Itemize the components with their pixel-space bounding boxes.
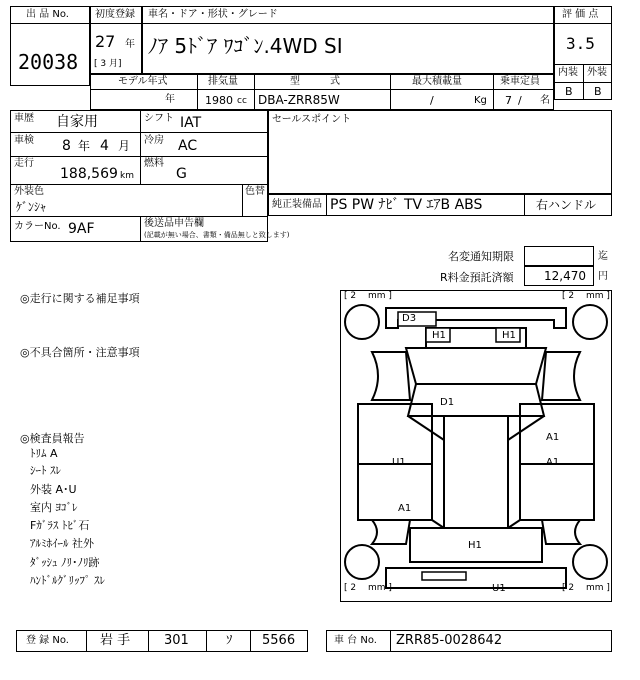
model-code: DBA-ZRR85W xyxy=(258,93,340,107)
damage-mark-d1: D1 xyxy=(440,397,455,408)
capacity-label: 乗車定員 xyxy=(500,76,540,87)
mileage-unit: km xyxy=(120,171,134,181)
capacity-unit: 名 xyxy=(540,95,550,106)
mileage-label: 走行 xyxy=(14,158,34,169)
damage-mark-h1-rear: H1 xyxy=(468,540,482,551)
hood xyxy=(406,348,546,384)
rear-quarter-left xyxy=(372,520,410,544)
fuel-label: 燃料 xyxy=(144,158,164,169)
inspector-line: ﾄﾘﾑ A xyxy=(30,447,58,460)
damage-mark-u1-left: U1 xyxy=(392,457,406,468)
front-door-left xyxy=(358,404,432,464)
color-number-label: カラーNo. xyxy=(14,221,61,232)
rear-quarter-right xyxy=(542,520,580,544)
inspection-label: 車検 xyxy=(14,135,34,146)
rear-door-right xyxy=(520,464,594,520)
color-label: 外装色 xyxy=(14,186,44,197)
damage-mark-u1-rear: U1 xyxy=(492,583,506,594)
rear-bumper xyxy=(386,568,566,588)
capacity-slash: / xyxy=(518,94,522,107)
inspection-month: 4 xyxy=(100,138,109,154)
steering: 右ハンドル xyxy=(536,198,597,212)
name-change-deadline-unit: 迄 xyxy=(598,251,608,262)
front-fender-left xyxy=(372,352,410,400)
name-change-deadline-box xyxy=(524,246,594,266)
repaint-label: 色替 xyxy=(245,186,265,197)
tire-rear-left xyxy=(345,545,379,579)
tire-front-left xyxy=(345,305,379,339)
max-load-label: 最大積載量 xyxy=(412,76,462,87)
name-change-deadline-label: 名変通知期限 xyxy=(448,250,514,263)
exterior-grade: B xyxy=(594,85,602,98)
color-number: 9AF xyxy=(68,221,95,237)
roof xyxy=(444,416,508,528)
defect-notes-label: ◎不具合箇所・注意事項 xyxy=(20,346,140,359)
equipment: PS PW ﾅﾋﾞ TV ｴｱB ABS xyxy=(330,197,483,213)
front-fender-right xyxy=(542,352,580,400)
shift-label: シフト xyxy=(144,113,174,124)
damage-mark-h1-right: H1 xyxy=(502,330,516,341)
color: ｹﾞﾝｼｬ xyxy=(16,200,47,214)
rating-value: 3.5 xyxy=(566,34,595,53)
shift: IAT xyxy=(180,115,202,131)
damage-mark-h1-left: H1 xyxy=(432,330,446,341)
ac-label: 冷房 xyxy=(144,135,164,146)
history-label: 車歴 xyxy=(14,113,34,124)
fuel: G xyxy=(176,166,187,182)
first-registration-label: 初度登録 xyxy=(95,9,135,20)
rear-door-left xyxy=(358,464,432,520)
model-year-label: モデル年式 xyxy=(118,76,168,87)
damage-mark-a1-right-lower: A1 xyxy=(546,457,560,468)
first-registration-year: 27 xyxy=(95,32,116,51)
inspector-line: ﾀﾞｯｼｭ ﾉﾘ･ﾉﾘ跡 xyxy=(30,556,100,569)
max-load-unit: Kg xyxy=(474,95,487,106)
chassis-label: 車 台 No. xyxy=(334,635,377,646)
model-code-label: 型 式 xyxy=(290,76,340,87)
interior-grade-label: 内装 xyxy=(558,67,578,78)
max-load-slash: / xyxy=(430,94,434,107)
inspector-line: ﾊﾝﾄﾞﾙｸﾞﾘｯﾌﾟ ｽﾚ xyxy=(30,574,105,587)
car-name: ﾉｱ 5ﾄﾞｱ ﾜｺﾞﾝ.4WD SI xyxy=(148,34,343,58)
history: 自家用 xyxy=(56,114,98,130)
inspection-year: 8 xyxy=(62,138,71,154)
sales-point-label: セールスポイント xyxy=(272,114,352,125)
damage-mark-d3: D3 xyxy=(402,313,417,324)
windshield xyxy=(408,384,544,416)
inspection-month-unit: 月 xyxy=(118,139,131,153)
driving-notes-label: ◎走行に関する補足事項 xyxy=(20,292,140,305)
displacement-unit: cc xyxy=(237,96,247,106)
recycle-fee-unit: 円 xyxy=(598,271,608,282)
displacement: 1980 xyxy=(205,94,233,107)
inspector-line: Fｶﾞﾗｽ ﾄﾋﾞ石 xyxy=(30,519,90,532)
mileage: 188,569 xyxy=(60,166,118,182)
recycle-fee-amount: 12,470 xyxy=(544,269,586,283)
car-outline-diagram xyxy=(340,290,612,602)
aftermarket-note: (記載が無い場合、書類・備品無しと致します) xyxy=(144,231,290,239)
tire-rear-right xyxy=(573,545,607,579)
inspector-line: ｱﾙﾐﾎｲｰﾙ 社外 xyxy=(30,537,94,550)
displacement-label: 排気量 xyxy=(208,76,238,87)
registration-kana: ｿ xyxy=(226,633,233,648)
tire-front-right xyxy=(573,305,607,339)
tire-depth-rear-right: [ 2 mm ] xyxy=(562,583,610,593)
equipment-label: 純正装備品 xyxy=(272,199,322,210)
capacity: 7 xyxy=(505,94,512,107)
first-registration-year-unit: 年 xyxy=(125,39,135,50)
interior-grade: B xyxy=(565,85,573,98)
damage-mark-a1-right-upper: A1 xyxy=(546,432,560,443)
lot-number: 20038 xyxy=(18,50,79,74)
registration-class: 301 xyxy=(164,633,189,648)
damage-mark-a1-left: A1 xyxy=(398,503,412,514)
inspector-line: ｼｰﾄ ｽﾚ xyxy=(30,464,61,477)
inspector-report-label: ◎検査員報告 xyxy=(20,432,85,445)
model-year-unit: 年 xyxy=(165,94,175,105)
car-name-label: 車名・ドア・形状・グレード xyxy=(148,9,278,20)
first-registration-month: [ 3 月] xyxy=(94,59,122,69)
inspection-year-unit: 年 xyxy=(78,139,91,153)
recycle-fee-label: R料金預託済額 xyxy=(440,271,514,284)
tire-depth-rear-left: [ 2 mm ] xyxy=(344,583,392,593)
lot-number-label: 出 品 No. xyxy=(26,9,69,20)
ac: AC xyxy=(178,138,198,154)
inspector-line: 外装 A･U xyxy=(30,483,77,496)
tire-depth-front-left: [ 2 mm ] xyxy=(344,291,392,301)
tire-depth-front-right: [ 2 mm ] xyxy=(562,291,610,301)
registration-label: 登 録 No. xyxy=(26,635,69,646)
registration-area: 岩 手 xyxy=(100,633,131,648)
exterior-grade-label: 外装 xyxy=(587,67,607,78)
chassis-number: ZRR85-0028642 xyxy=(396,633,503,648)
aftermarket-label: 後送品申告欄 xyxy=(144,218,204,229)
inspector-line: 室内 ﾖｺﾞﾚ xyxy=(30,501,78,514)
registration-number: 5566 xyxy=(262,633,296,648)
rating-label: 評 価 点 xyxy=(562,9,599,20)
